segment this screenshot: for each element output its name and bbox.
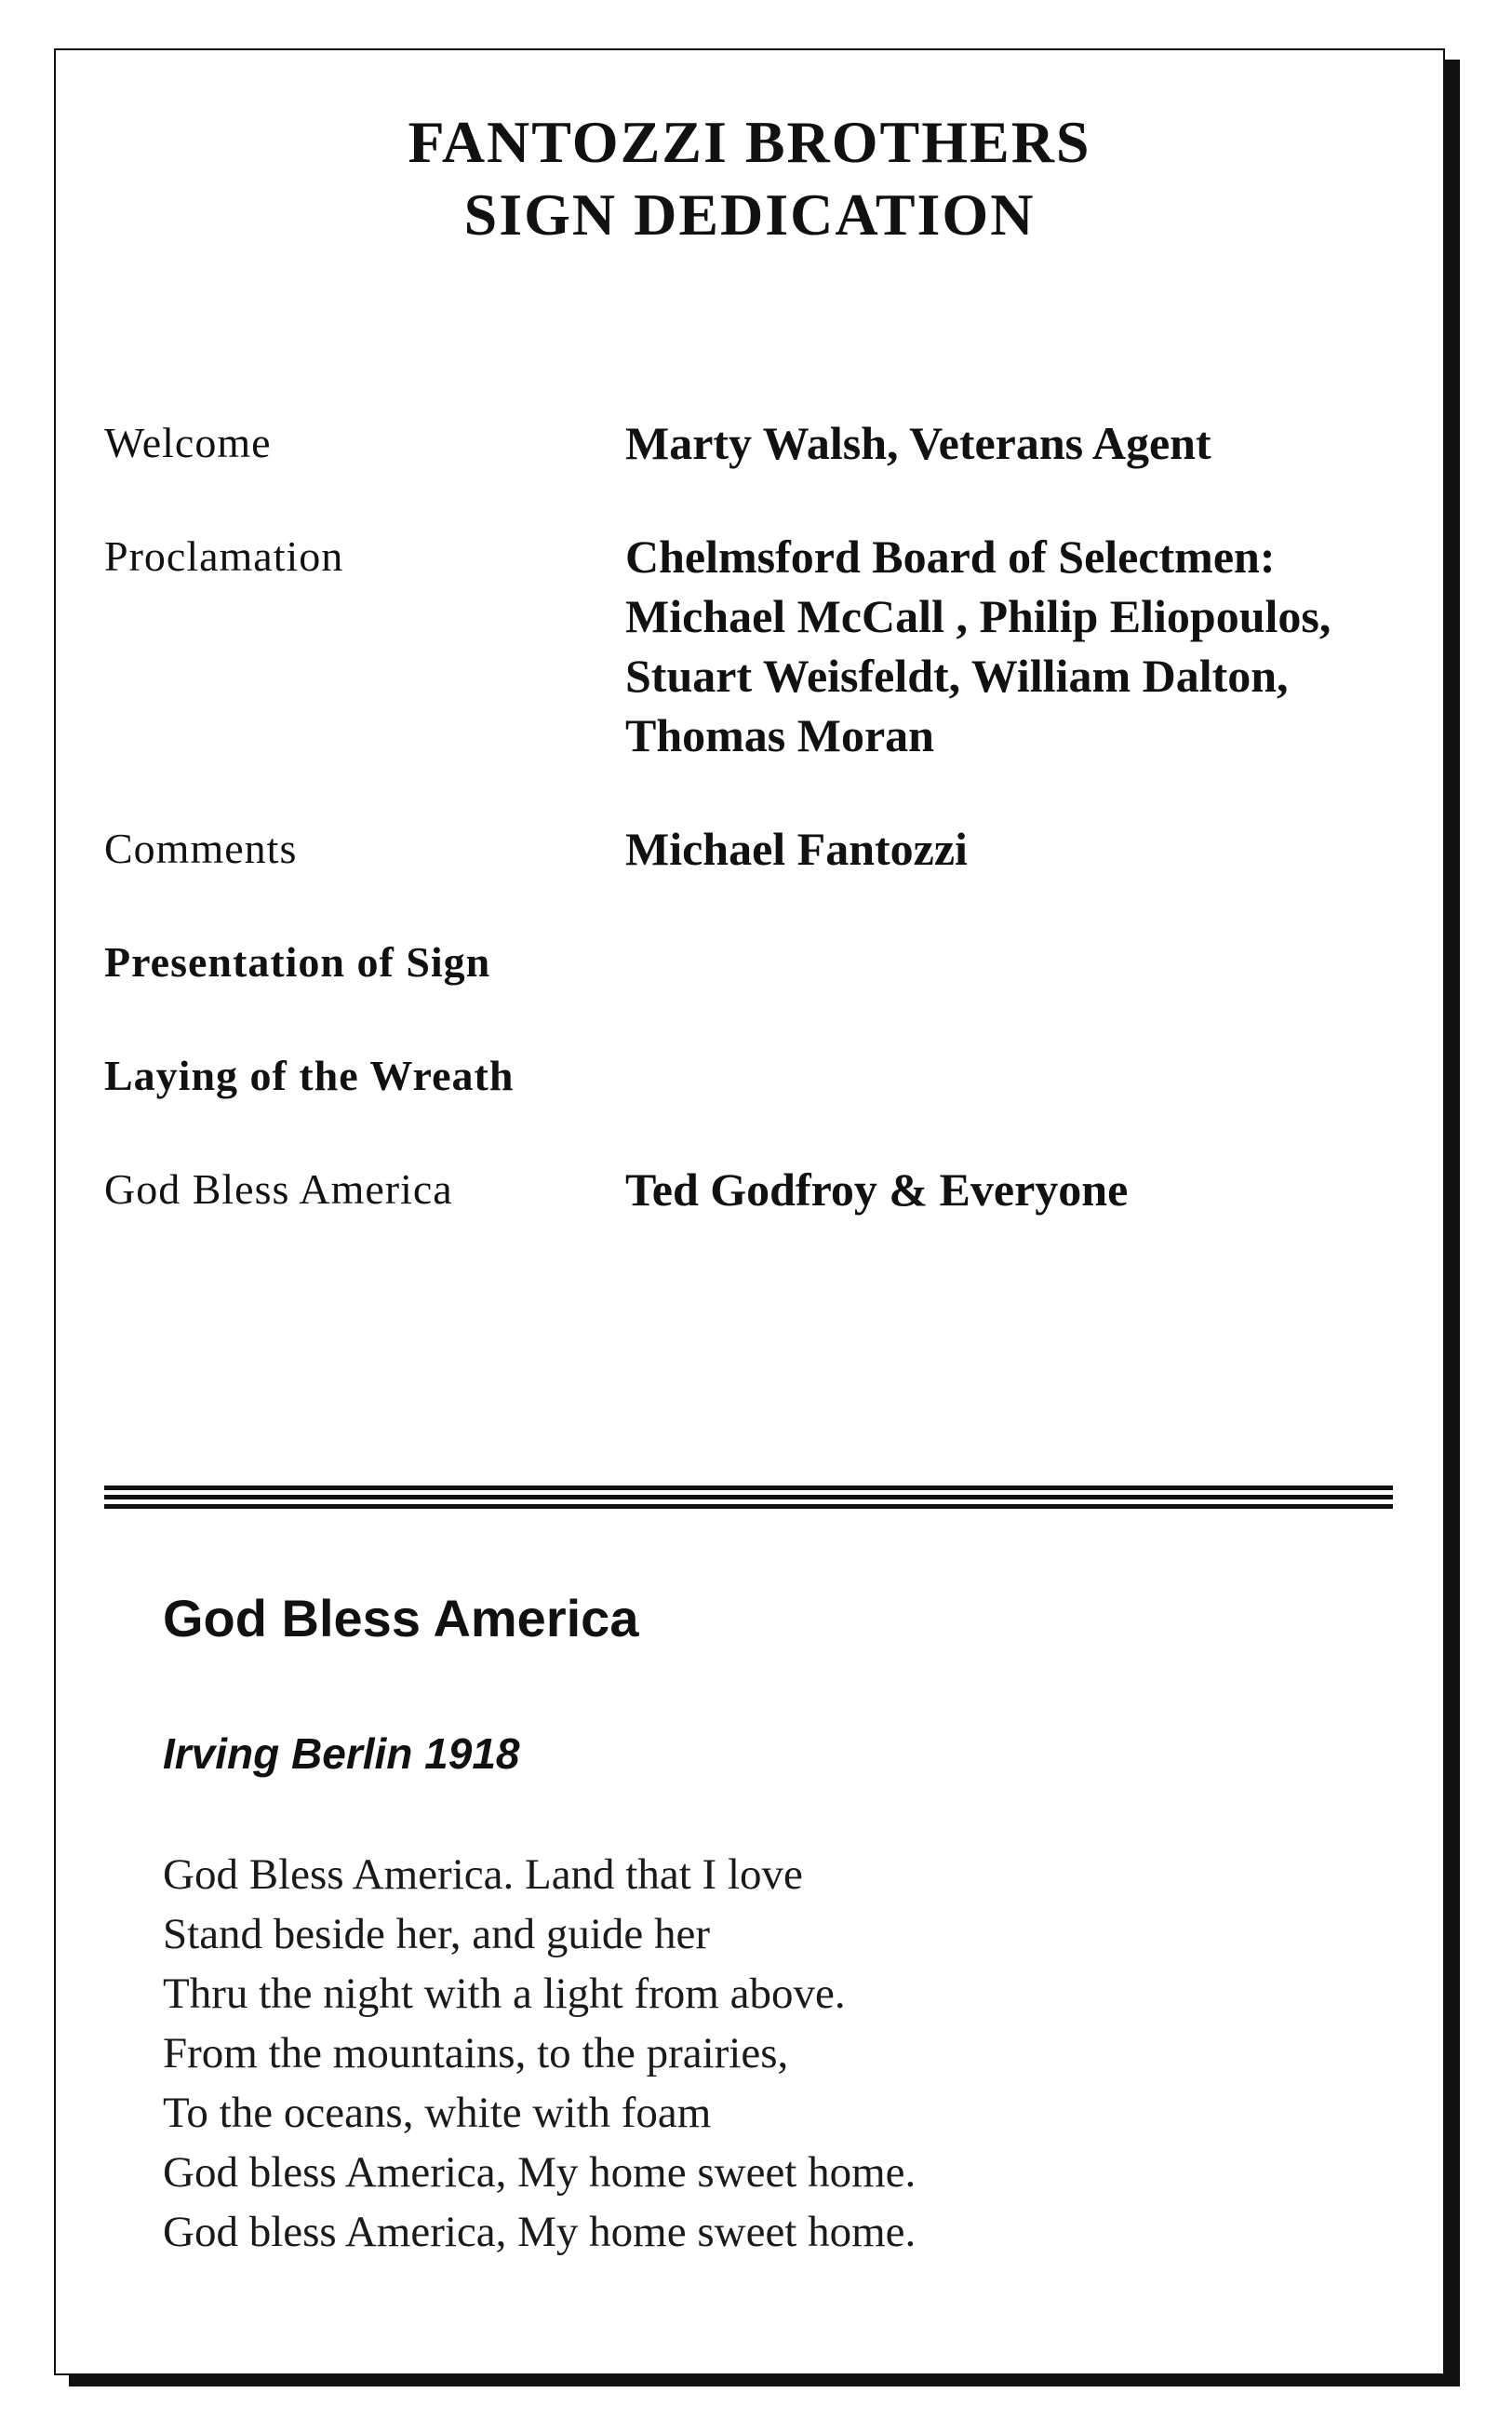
program-list <box>104 413 1407 1273</box>
program-label: Comments <box>104 825 298 872</box>
program-value-line: Michael Fantozzi <box>625 823 968 875</box>
divider-rule <box>104 1504 1393 1509</box>
program-value-line: Michael McCall , Philip Eliopoulos, <box>625 590 1331 642</box>
program-item-wreath <box>104 1046 1407 1106</box>
program-value-line: Marty Walsh, Veterans Agent <box>625 417 1211 469</box>
lyric-line: Thru the night with a light from above. <box>163 1970 846 2018</box>
program-value <box>625 1160 1407 1219</box>
lyric-line: God Bless America. Land that I love <box>163 1850 803 1899</box>
title-line-2: SIGN DEDICATION <box>463 182 1036 248</box>
lyric-line: God bless America, My home sweet home. <box>163 2148 917 2197</box>
program-item-comments <box>104 819 1407 879</box>
divider-rule <box>104 1495 1393 1499</box>
lyric-line: From the mountains, to the prairies, <box>163 2029 789 2077</box>
program-item-proclamation <box>104 527 1407 765</box>
lyric-line: To the oceans, white with foam <box>163 2089 712 2137</box>
program-card <box>54 48 1445 2375</box>
lyric-line: God bless America, My home sweet home. <box>163 2208 917 2256</box>
divider-rule <box>104 1486 1393 1490</box>
song-author: Irving Berlin 1918 <box>163 1729 520 1778</box>
program-value-line: Stuart Weisfeldt, William Dalton, <box>625 650 1289 702</box>
program-value-line: Chelmsford Board of Selectmen: <box>625 531 1276 583</box>
song-lyrics <box>163 1845 916 2262</box>
song-title: God Bless America <box>163 1589 639 1647</box>
program-label: Welcome <box>104 419 272 466</box>
program-item-god-bless-america <box>104 1160 1407 1219</box>
title-line-1: FANTOZZI BROTHERS <box>408 109 1091 175</box>
program-value <box>625 413 1407 473</box>
program-value <box>625 527 1407 765</box>
program-item-welcome <box>104 413 1407 473</box>
page-title <box>56 106 1443 251</box>
section-divider <box>104 1486 1393 1513</box>
program-value-line: Ted Godfroy & Everyone <box>625 1163 1129 1216</box>
program-value-line: Thomas Moran <box>625 709 934 761</box>
program-label: Proclamation <box>104 532 344 580</box>
program-item-presentation <box>104 933 1407 992</box>
program-label: God Bless America <box>104 1165 453 1213</box>
lyric-line: Stand beside her, and guide her <box>163 1910 711 1958</box>
program-label: Laying of the Wreath <box>104 1052 515 1099</box>
program-label: Presentation of Sign <box>104 938 491 986</box>
program-value <box>625 819 1407 879</box>
